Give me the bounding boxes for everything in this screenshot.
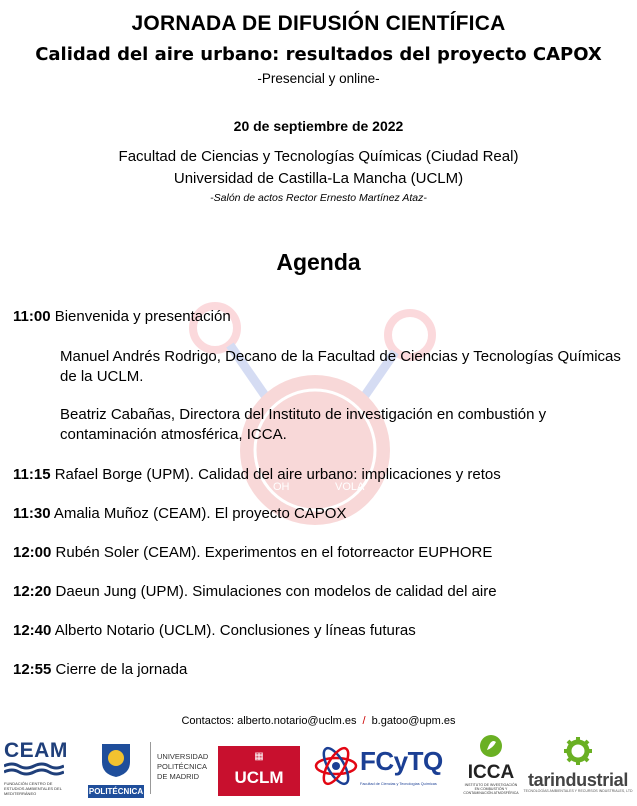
- event-date: 20 de septiembre de 2022: [233, 118, 404, 134]
- agenda-text: Amalia Muñoz (CEAM). El proyecto CAPOX: [50, 505, 347, 522]
- agenda-item: [13, 621, 628, 641]
- agenda-item: [13, 582, 628, 602]
- uclm-name: UCLM: [234, 768, 284, 787]
- ceam-name: CEAM: [4, 739, 68, 762]
- contacts-line: [0, 715, 637, 727]
- upm-crest-logo: [88, 738, 144, 798]
- tarindustrial-name: tarindustrial: [527, 770, 629, 790]
- upm-crest-icon: [96, 738, 136, 778]
- venue-faculty: Facultad de Ciencias y Tecnologías Químicas (Ciudad Real): [118, 148, 519, 165]
- fcytq-name: FCyTQ: [360, 746, 443, 776]
- upm-text-1: UNIVERSIDAD: [157, 752, 209, 761]
- tarindustrial-subtitle: TECNOLOGÍAS AMBIENTALES Y RECURSOS INDUSTRIALES, LTD: [523, 789, 633, 793]
- icca-subtitle: INSTITUTO DE INVESTIGACIÓN EN COMBUSTIÓN Y CONTAMINACIÓN ATMOSFÉRICA: [463, 783, 519, 796]
- upm-text-2: POLITÉCNICA: [157, 762, 208, 771]
- contacts-label: Contactos:: [181, 715, 238, 727]
- leaf-icon: [479, 734, 503, 758]
- contacts-separator: /: [362, 715, 366, 727]
- agenda-text: Alberto Notario (UCLM). Conclusiones y líneas futuras: [51, 622, 416, 639]
- contact-email-gatoo[interactable]: b.gatoo@upm.es: [371, 715, 456, 727]
- agenda-item: [13, 504, 628, 524]
- agenda-item-welcome: [13, 307, 628, 327]
- agenda-time: 11:30: [13, 505, 51, 522]
- upm-text-logo: [157, 752, 217, 782]
- speaker-dean: Manuel Andrés Rodrigo, Decano de la Facultad de Ciencias y Tecnologías Químicas de la UCLM.: [60, 348, 621, 385]
- agenda-text: Rubén Soler (CEAM). Experimentos en el fotorreactor EUPHORE: [51, 544, 493, 561]
- venue-hall: -Salón de actos Rector Ernesto Martínez Ataz-: [210, 192, 427, 204]
- agenda-text: Daeun Jung (UPM). Simulaciones con modelos de calidad del aire: [51, 583, 497, 600]
- agenda-time: 12:00: [13, 544, 52, 561]
- agenda-text: Cierre de la jornada: [51, 661, 188, 678]
- agenda-heading: Agenda: [276, 249, 361, 275]
- tarindustrial-logo: [522, 736, 634, 798]
- contact-email-notario[interactable]: alberto.notario@uclm.es: [237, 715, 357, 727]
- icca-logo: [462, 734, 520, 798]
- watermark-text-right: VOLA: [335, 481, 365, 493]
- fcytq-subtitle: Facultad de Ciencias y Tecnologías Químicas: [360, 782, 437, 786]
- agenda-time: 12:40: [13, 622, 52, 639]
- venue-university: Universidad de Castilla-La Mancha (UCLM): [173, 170, 464, 187]
- agenda-item: [13, 660, 628, 680]
- speaker-director: Beatriz Cabañas, Directora del Instituto de investigación en combustión y contaminación atmosférica, ICCA.: [60, 406, 547, 443]
- agenda-time: 12:55: [13, 661, 52, 678]
- watermark-text-left: OH: [273, 481, 290, 493]
- upm-text-3: DE MADRID: [157, 772, 200, 781]
- upm-badge: POLITÉCNICA: [88, 787, 144, 796]
- agenda-item: [13, 465, 628, 485]
- sponsor-logos: [0, 734, 637, 800]
- ceam-wave-icon: [4, 762, 64, 776]
- ceam-subtitle: FUNDACIÓN CENTRO DE ESTUDIOS AMBIENTALES DEL MEDITERRÁNEO: [4, 781, 62, 796]
- logo-divider: [150, 742, 151, 794]
- agenda-item: [13, 543, 628, 563]
- atom-icon: [314, 744, 358, 788]
- event-mode: -Presencial y online-: [257, 71, 380, 86]
- gear-icon: [563, 736, 593, 766]
- icca-name: ICCA: [467, 762, 515, 783]
- uclm-logo: [218, 746, 300, 796]
- ceam-logo: [4, 740, 68, 798]
- uclm-crest-icon: ▦: [254, 751, 264, 762]
- agenda-time: 11:15: [13, 466, 51, 483]
- fcytq-logo: [314, 744, 454, 796]
- event-subtitle: Calidad del aire urbano: resultados del proyecto CAPOX: [35, 44, 602, 65]
- agenda-time: 12:20: [13, 583, 52, 600]
- agenda-time: 11:00: [13, 308, 51, 325]
- agenda-text: Rafael Borge (UPM). Calidad del aire urbano: implicaciones y retos: [50, 466, 501, 483]
- event-title: JORNADA DE DIFUSIÓN CIENTÍFICA: [131, 12, 506, 35]
- agenda-text: Bienvenida y presentación: [50, 308, 231, 325]
